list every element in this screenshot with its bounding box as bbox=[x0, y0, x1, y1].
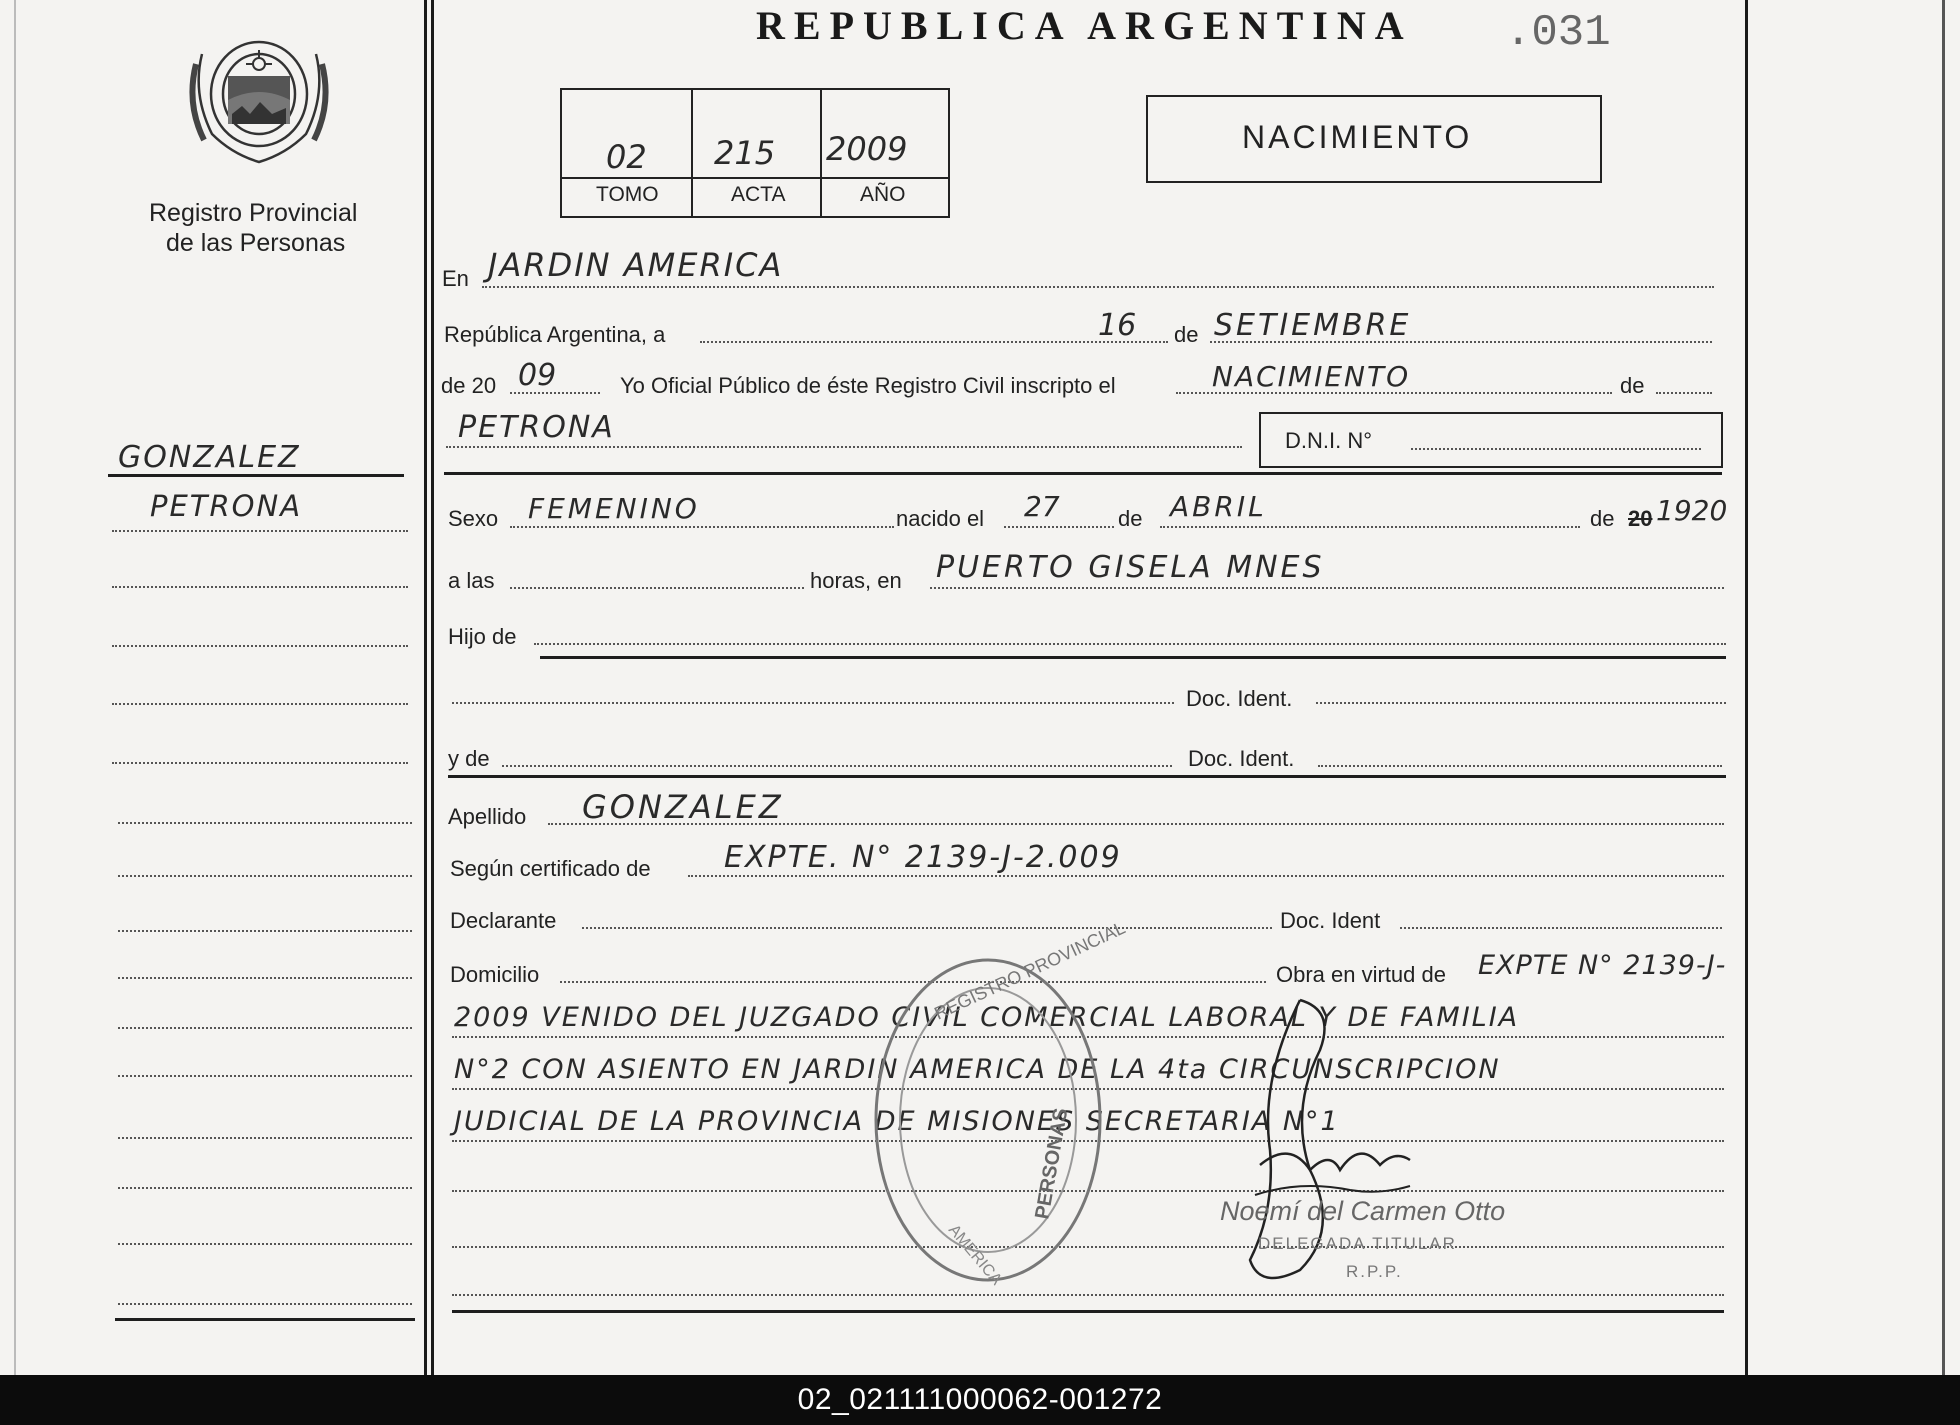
republica-label: República Argentina, a bbox=[444, 322, 666, 347]
birth-day: 27 bbox=[1024, 490, 1060, 523]
margin-line bbox=[118, 977, 412, 979]
file-id: 02_021111000062-001272 bbox=[797, 1383, 1163, 1416]
domicilio-label: Domicilio bbox=[450, 962, 540, 987]
stamp-number: .031 bbox=[1505, 8, 1611, 58]
registry-name-line1: Registro Provincial bbox=[149, 199, 358, 227]
act-type-label: NACIMIENTO bbox=[1242, 119, 1473, 155]
dni-box bbox=[1259, 412, 1723, 468]
section-divider bbox=[444, 472, 1722, 475]
inscripto-value: NACIMIENTO bbox=[1212, 360, 1411, 393]
margin-line bbox=[118, 930, 412, 932]
signer-name: Noemí del Carmen Otto bbox=[1220, 1196, 1506, 1226]
signer-title: DELEGADA TITULAR bbox=[1258, 1234, 1457, 1253]
form-bottom-rule bbox=[452, 1310, 1724, 1313]
left-margin-column bbox=[0, 0, 425, 1375]
oficial-text: Yo Oficial Público de éste Registro Civil inscripto el bbox=[620, 373, 1116, 398]
margin-divider bbox=[108, 474, 404, 477]
dni-line bbox=[1411, 448, 1701, 450]
hijo-underline bbox=[540, 656, 1726, 659]
seal-text-bottom: AMERICA bbox=[944, 1221, 1005, 1289]
page-edge-left bbox=[14, 0, 16, 1375]
nacido-label: nacido el bbox=[896, 506, 985, 531]
margin-surname: GONZALEZ bbox=[118, 440, 301, 475]
dni-label: D.N.I. N° bbox=[1285, 428, 1373, 453]
obra-label: Obra en virtud de bbox=[1276, 962, 1446, 987]
column-border-inner bbox=[431, 0, 434, 1375]
margin-line bbox=[118, 1027, 412, 1029]
file-id-bar bbox=[0, 1375, 1960, 1425]
seal-text-top: REGISTRO PROVINCIAL bbox=[931, 917, 1129, 1024]
segun-value: EXPTE. N° 2139-J-2.009 bbox=[724, 840, 1122, 875]
column-border-right bbox=[1745, 0, 1748, 1375]
note-line-3: JUDICIAL DE LA PROVINCIA DE MISIONES SECRETARIA N°1 bbox=[454, 1106, 1340, 1137]
birth-month: ABRIL bbox=[1170, 490, 1267, 523]
country-title: REPUBLICA ARGENTINA bbox=[756, 3, 1413, 48]
hijo-label: Hijo de bbox=[448, 624, 517, 649]
person-name-line bbox=[446, 446, 1242, 448]
act-type-box bbox=[1146, 95, 1602, 183]
margin-line bbox=[112, 530, 408, 532]
parents-divider bbox=[448, 775, 1726, 778]
margin-line bbox=[112, 586, 408, 588]
birth-month-line bbox=[1160, 526, 1580, 528]
inscripto-line bbox=[1176, 392, 1612, 394]
apellido-label: Apellido bbox=[448, 804, 527, 829]
alas-line bbox=[510, 587, 804, 589]
alas-label: a las bbox=[448, 568, 495, 593]
de-label: de bbox=[1174, 322, 1199, 347]
acta-value: 215 bbox=[714, 134, 776, 172]
note-line-1: 2009 VENIDO DEL JUZGADO CIVIL COMERCIAL LABORAL Y DE FAMILIA bbox=[454, 1002, 1520, 1033]
signer-org: R.P.P. bbox=[1346, 1262, 1403, 1281]
year-line bbox=[510, 392, 600, 394]
segun-line bbox=[688, 875, 1724, 877]
margin-bottom-rule bbox=[115, 1318, 415, 1321]
birth-place-line bbox=[930, 587, 1724, 589]
apellido-value: GONZALEZ bbox=[582, 788, 784, 826]
tomo-value: 02 bbox=[606, 138, 647, 176]
birth-day-line bbox=[1004, 526, 1114, 528]
seal-text-right: PERSONAS bbox=[1031, 1106, 1073, 1221]
blank-line bbox=[452, 1294, 1724, 1296]
anio-label: AÑO bbox=[860, 183, 906, 206]
tomo-label: TOMO bbox=[596, 183, 659, 206]
de-label-3: de bbox=[1118, 506, 1143, 531]
acta-label: ACTA bbox=[731, 183, 786, 206]
day-value: 16 bbox=[1098, 308, 1137, 343]
place-line bbox=[482, 286, 1714, 288]
horas-label: horas, en bbox=[810, 568, 902, 593]
margin-line bbox=[112, 645, 408, 647]
month-line bbox=[1210, 341, 1712, 343]
margin-line bbox=[118, 1137, 412, 1139]
month-value: SETIEMBRE bbox=[1214, 308, 1412, 343]
year-suffix: 09 bbox=[518, 358, 557, 393]
de-line-2 bbox=[1656, 392, 1712, 394]
de20-label: de 20 bbox=[441, 373, 497, 398]
margin-line bbox=[112, 703, 408, 705]
de-label-2: de bbox=[1620, 373, 1645, 398]
margin-line bbox=[118, 1075, 412, 1077]
doc-ident-label-3: Doc. Ident bbox=[1280, 908, 1381, 933]
margin-line bbox=[118, 875, 412, 877]
book-reference-table bbox=[560, 88, 950, 218]
doc-ident-label-2: Doc. Ident. bbox=[1188, 746, 1295, 771]
margin-given-name: PETRONA bbox=[150, 489, 303, 523]
place-value: JARDIN AMERICA bbox=[488, 246, 784, 284]
margin-line bbox=[118, 1187, 412, 1189]
column-border-left bbox=[424, 0, 427, 1375]
parent2-line bbox=[502, 765, 1172, 767]
apellido-line bbox=[548, 823, 1724, 825]
margin-line bbox=[112, 762, 408, 764]
birth-year: 1920 bbox=[1656, 494, 1728, 527]
declarante-label: Declarante bbox=[450, 908, 557, 933]
margin-line bbox=[118, 1243, 412, 1245]
person-name: PETRONA bbox=[458, 410, 615, 445]
sexo-line bbox=[510, 526, 894, 528]
anio-value: 2009 bbox=[826, 130, 908, 168]
doc-ident-line-3 bbox=[1400, 927, 1722, 929]
registry-name-line2: de las Personas bbox=[166, 229, 346, 257]
sexo-value: FEMENINO bbox=[528, 492, 700, 525]
declarante-line bbox=[582, 927, 1272, 929]
margin-line bbox=[118, 822, 412, 824]
yde-label: y de bbox=[448, 746, 490, 771]
margin-line bbox=[118, 1303, 412, 1305]
doc-ident-label: Doc. Ident. bbox=[1186, 686, 1293, 711]
provincial-emblem-icon bbox=[182, 14, 336, 174]
parent1-line bbox=[452, 702, 1174, 704]
birth-place: PUERTO GISELA MNES bbox=[936, 550, 1325, 585]
note-line-2: N°2 CON ASIENTO EN JARDIN AMERICA DE LA 4ta CIRCUNSCRIPCION bbox=[454, 1054, 1501, 1085]
page-edge-right bbox=[1942, 0, 1945, 1375]
segun-label: Según certificado de bbox=[450, 856, 651, 881]
official-seal-icon bbox=[868, 917, 1129, 1290]
doc-ident-line-2 bbox=[1318, 765, 1722, 767]
doc-ident-line bbox=[1316, 702, 1726, 704]
obra-value: EXPTE N° 2139-J- bbox=[1478, 950, 1727, 981]
en-label: En bbox=[442, 266, 469, 291]
hijo-line bbox=[534, 643, 1726, 645]
de-label-4: de bbox=[1590, 506, 1615, 531]
birth-year-prefix: 20 bbox=[1628, 506, 1653, 531]
sexo-label: Sexo bbox=[448, 506, 499, 531]
